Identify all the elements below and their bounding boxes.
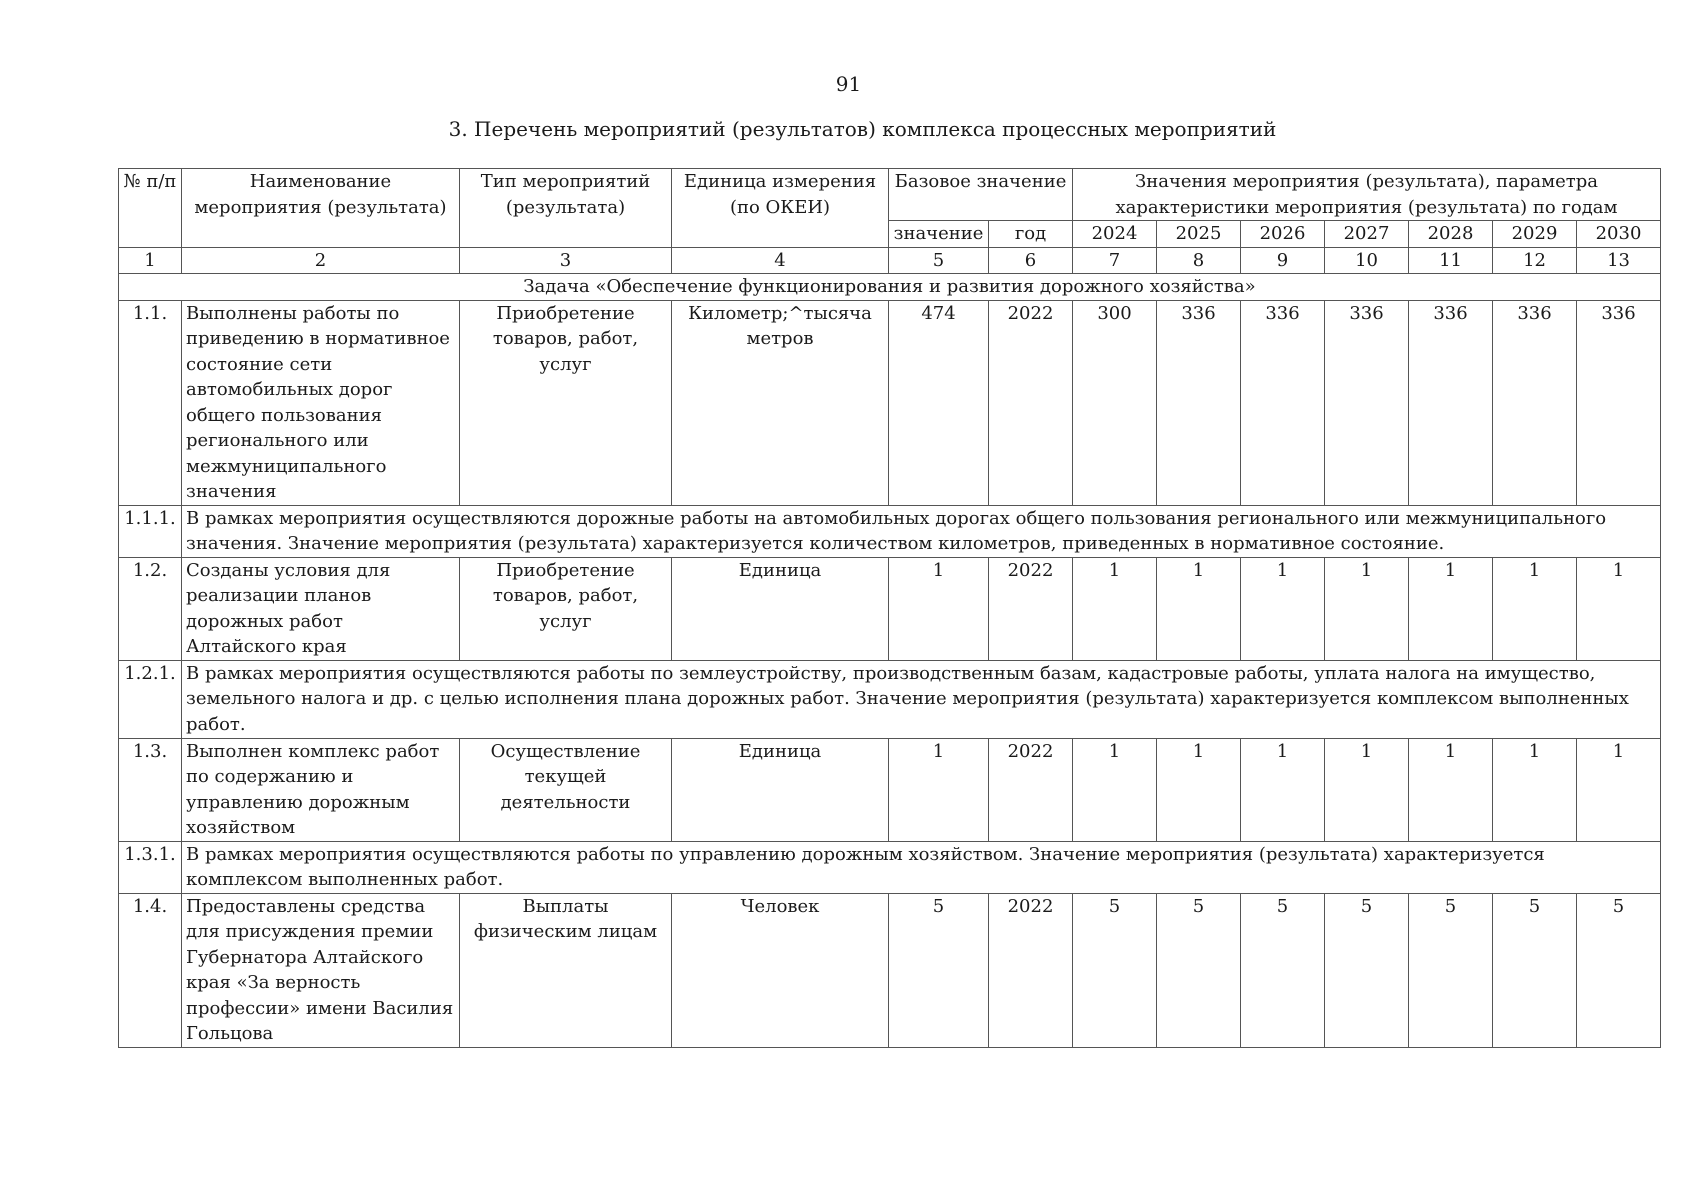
description-row <box>119 660 1661 738</box>
header-values: Значения мероприятия (результата), параметра характеристики мероприятия (результата) по годам <box>1073 169 1661 221</box>
description-num: 1.2.1. <box>119 660 182 738</box>
column-number: 10 <box>1325 247 1409 274</box>
row-year-value: 5 <box>1325 893 1409 1047</box>
row-num: 1.3. <box>119 738 182 841</box>
table-row <box>119 893 1661 1047</box>
row-year-value: 1 <box>1073 557 1157 660</box>
column-number: 5 <box>889 247 989 274</box>
measures-table <box>118 168 1661 1048</box>
column-number: 11 <box>1409 247 1493 274</box>
row-year-value: 1 <box>1493 557 1577 660</box>
column-number: 3 <box>460 247 672 274</box>
description-text: В рамках мероприятия осуществляются дорожные работы на автомобильных дорогах общего пользования регионального или межмуниципального значения. Значение мероприятия (результата) характеризуется количеством километров, приведенных в нормативное состояние. <box>182 505 1661 557</box>
row-num: 1.1. <box>119 300 182 505</box>
row-year-value: 1 <box>1157 557 1241 660</box>
row-year-value: 1 <box>1577 738 1661 841</box>
header-year: 2027 <box>1325 221 1409 248</box>
column-number: 8 <box>1157 247 1241 274</box>
row-name: Созданы условия для реализации планов дорожных работ Алтайского края <box>182 557 460 660</box>
header-year: 2030 <box>1577 221 1661 248</box>
document-title: 3. Перечень мероприятий (результатов) комплекса процессных мероприятий <box>448 117 1277 141</box>
row-base-year: 2022 <box>989 738 1073 841</box>
header-unit: Единица измерения (по ОКЕИ) <box>672 169 889 248</box>
column-number: 1 <box>119 247 182 274</box>
row-year-value: 336 <box>1493 300 1577 505</box>
header-year: 2029 <box>1493 221 1577 248</box>
row-year-value: 1 <box>1241 557 1325 660</box>
header-year: 2024 <box>1073 221 1157 248</box>
row-type: Приобретение товаров, работ, услуг <box>460 300 672 505</box>
row-year-value: 336 <box>1241 300 1325 505</box>
description-row <box>119 505 1661 557</box>
table-row <box>119 300 1661 505</box>
header-name: Наименование мероприятия (результата) <box>182 169 460 248</box>
header-year: 2025 <box>1157 221 1241 248</box>
description-row <box>119 841 1661 893</box>
row-year-value: 336 <box>1157 300 1241 505</box>
header-year: 2028 <box>1409 221 1493 248</box>
row-num: 1.2. <box>119 557 182 660</box>
row-unit: Единица <box>672 557 889 660</box>
column-number: 13 <box>1577 247 1661 274</box>
row-year-value: 336 <box>1325 300 1409 505</box>
row-year-value: 1 <box>1493 738 1577 841</box>
row-year-value: 1 <box>1577 557 1661 660</box>
row-year-value: 1 <box>1409 557 1493 660</box>
page-number: 91 <box>835 72 862 96</box>
table-row <box>119 557 1661 660</box>
description-num: 1.1.1. <box>119 505 182 557</box>
row-year-value: 336 <box>1577 300 1661 505</box>
task-row <box>119 274 1661 301</box>
row-year-value: 5 <box>1493 893 1577 1047</box>
column-number-row <box>119 247 1661 274</box>
row-year-value: 1 <box>1157 738 1241 841</box>
column-number: 6 <box>989 247 1073 274</box>
task-title: Задача «Обеспечение функционирования и развития дорожного хозяйства» <box>119 274 1661 301</box>
column-number: 12 <box>1493 247 1577 274</box>
row-base-value: 474 <box>889 300 989 505</box>
row-year-value: 336 <box>1409 300 1493 505</box>
row-base-year: 2022 <box>989 557 1073 660</box>
row-base-year: 2022 <box>989 300 1073 505</box>
row-year-value: 5 <box>1241 893 1325 1047</box>
row-base-value: 5 <box>889 893 989 1047</box>
row-year-value: 1 <box>1325 738 1409 841</box>
row-base-value: 1 <box>889 557 989 660</box>
header-type: Тип мероприятий (результата) <box>460 169 672 248</box>
row-year-value: 5 <box>1073 893 1157 1047</box>
header-num: № п/п <box>119 169 182 248</box>
description-text: В рамках мероприятия осуществляются работы по управлению дорожным хозяйством. Значение мероприятия (результата) характеризуется комплексом выполненных работ. <box>182 841 1661 893</box>
row-year-value: 5 <box>1157 893 1241 1047</box>
row-year-value: 300 <box>1073 300 1157 505</box>
row-type: Приобретение товаров, работ, услуг <box>460 557 672 660</box>
row-type: Осуществление текущей деятельности <box>460 738 672 841</box>
row-unit: Человек <box>672 893 889 1047</box>
row-year-value: 5 <box>1409 893 1493 1047</box>
row-type: Выплаты физическим лицам <box>460 893 672 1047</box>
row-name: Выполнен комплекс работ по содержанию и управлению дорожным хозяйством <box>182 738 460 841</box>
description-num: 1.3.1. <box>119 841 182 893</box>
row-year-value: 1 <box>1325 557 1409 660</box>
column-number: 9 <box>1241 247 1325 274</box>
row-year-value: 5 <box>1577 893 1661 1047</box>
row-year-value: 1 <box>1409 738 1493 841</box>
header-base-year: год <box>989 221 1073 248</box>
row-name: Выполнены работы по приведению в нормативное состояние сети автомобильных дорог общего пользования регионального или межмуниципального значения <box>182 300 460 505</box>
row-base-value: 1 <box>889 738 989 841</box>
row-num: 1.4. <box>119 893 182 1047</box>
row-base-year: 2022 <box>989 893 1073 1047</box>
row-unit: Километр;^тысяча метров <box>672 300 889 505</box>
column-number: 4 <box>672 247 889 274</box>
table-row <box>119 738 1661 841</box>
header-base: Базовое значение <box>889 169 1073 221</box>
row-year-value: 1 <box>1073 738 1157 841</box>
row-year-value: 1 <box>1241 738 1325 841</box>
header-row <box>119 169 1661 221</box>
row-unit: Единица <box>672 738 889 841</box>
row-name: Предоставлены средства для присуждения премии Губернатора Алтайского края «За верность профессии» имени Василия Гольцова <box>182 893 460 1047</box>
header-base-value: значение <box>889 221 989 248</box>
column-number: 7 <box>1073 247 1157 274</box>
column-number: 2 <box>182 247 460 274</box>
header-year: 2026 <box>1241 221 1325 248</box>
description-text: В рамках мероприятия осуществляются работы по землеустройству, производственным базам, кадастровые работы, уплата налога на имущество, земельного налога и др. с целью исполнения плана дорожных работ. Значение мероприятия (результата) характеризуется комплексом выполненных работ. <box>182 660 1661 738</box>
